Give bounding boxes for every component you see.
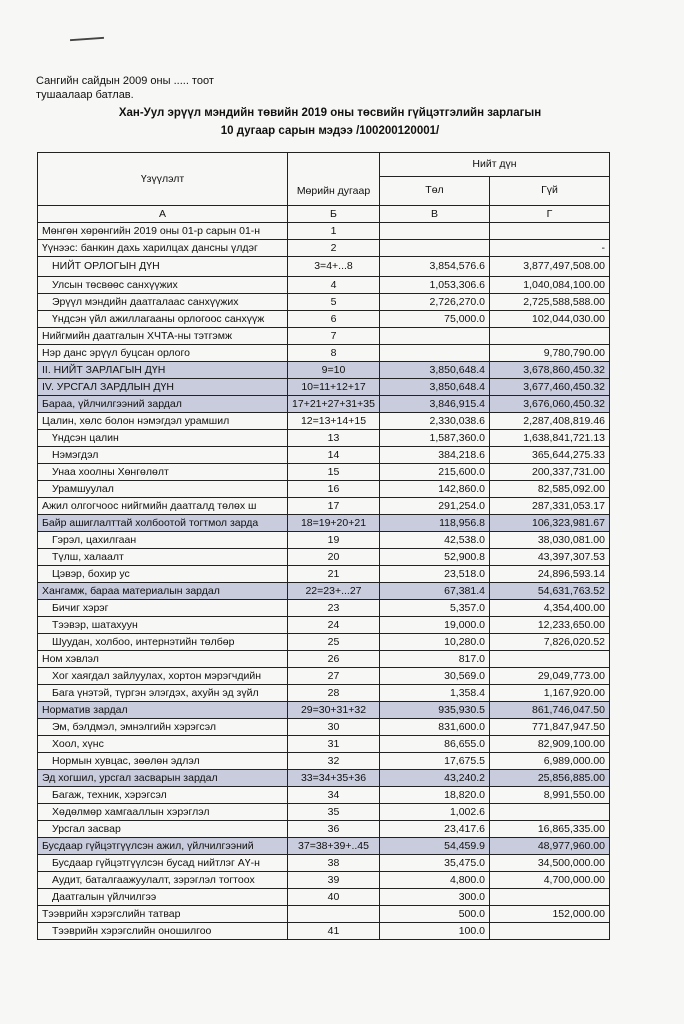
row-actual-value: 861,746,047.50 [490,702,610,719]
row-actual-value: 365,644,275.33 [490,447,610,464]
table-row [38,651,610,668]
table-row [38,821,610,838]
row-name: Хөдөлмөр хамгааллын хэрэглэл [38,804,288,821]
row-actual-value: 3,877,497,508.00 [490,257,610,277]
row-name: Улсын төсвөөс санхүүжих [38,277,288,294]
row-actual-value: 102,044,030.00 [490,311,610,328]
budget-table [37,152,610,940]
row-line-no: 1 [288,223,380,240]
header-letter-a: А [38,206,288,223]
row-line-no: 21 [288,566,380,583]
row-actual-value: 771,847,947.50 [490,719,610,736]
row-actual-value [490,651,610,668]
row-thousand-value: 1,053,306.6 [380,277,490,294]
row-name: Багаж, техник, хэрэгсэл [38,787,288,804]
document-title-line2: 10 дугаар сарын мэдээ /100200120001/ [220,125,440,137]
row-actual-value: 4,354,400.00 [490,600,610,617]
row-line-no: 14 [288,447,380,464]
row-name: Мөнгөн хөрөнгийн 2019 оны 01-р сарын 01-н [38,223,288,240]
row-actual-value: - [490,240,610,257]
row-line-no: 28 [288,685,380,702]
row-actual-value [490,804,610,821]
document-title [70,104,590,140]
row-thousand-value: 831,600.0 [380,719,490,736]
row-line-no: 33=34+35+36 [288,770,380,787]
row-actual-value: 8,991,550.00 [490,787,610,804]
row-actual-value [490,328,610,345]
row-name: Хоол, хүнс [38,736,288,753]
table-row [38,923,610,940]
row-actual-value: 24,896,593.14 [490,566,610,583]
row-name: Урамшуулал [38,481,288,498]
approval-note-line2: тушаалаар батлав. [36,89,134,101]
row-actual-value: 1,638,841,721.13 [490,430,610,447]
table-row [38,345,610,362]
row-name: Гэрэл, цахилгаан [38,532,288,549]
row-actual-value: 287,331,053.17 [490,498,610,515]
row-line-no: 27 [288,668,380,685]
row-actual-value: 2,287,408,819.46 [490,413,610,430]
row-thousand-value: 2,726,270.0 [380,294,490,311]
row-name: Эрүүл мэндийн даатгалаас санхүүжих [38,294,288,311]
row-thousand-value: 30,569.0 [380,668,490,685]
table-row [38,532,610,549]
header-thousand: Төл [380,176,490,205]
table-row [38,311,610,328]
header-total: Нийт дүн [380,153,610,177]
row-thousand-value [380,240,490,257]
row-actual-value [490,223,610,240]
row-line-no: 41 [288,923,380,940]
row-name: Даатгалын үйлчилгээ [38,889,288,906]
row-line-no: 26 [288,651,380,668]
row-thousand-value: 23,518.0 [380,566,490,583]
row-line-no: 3=4+...8 [288,257,380,277]
row-line-no: 16 [288,481,380,498]
table-row [38,617,610,634]
approval-note-line1: Сангийн сайдын 2009 оны ..... тоот [36,75,214,87]
row-thousand-value: 86,655.0 [380,736,490,753]
budget-table-body [38,223,610,940]
row-line-no: 37=38+39+..45 [288,838,380,855]
table-row [38,277,610,294]
table-row [38,362,610,379]
row-line-no: 30 [288,719,380,736]
table-row [38,838,610,855]
table-row [38,566,610,583]
row-thousand-value: 2,330,038.6 [380,413,490,430]
table-row [38,481,610,498]
row-thousand-value: 300.0 [380,889,490,906]
table-row [38,787,610,804]
row-name: Норматив зардал [38,702,288,719]
row-line-no: 15 [288,464,380,481]
row-actual-value: 1,040,084,100.00 [490,277,610,294]
row-line-no: 36 [288,821,380,838]
row-name: Нэмэгдэл [38,447,288,464]
row-thousand-value: 3,846,915.4 [380,396,490,413]
row-name: Унаа хоолны Хөнгөлөлт [38,464,288,481]
row-thousand-value: 75,000.0 [380,311,490,328]
header-actual: Гүй [490,176,610,205]
row-name: Байр ашиглалттай холбоотой тогтмол зарда [38,515,288,532]
row-line-no: 2 [288,240,380,257]
table-row [38,413,610,430]
row-thousand-value: 1,002.6 [380,804,490,821]
row-actual-value [490,889,610,906]
row-actual-value: 200,337,731.00 [490,464,610,481]
header-letter-b: Б [288,206,380,223]
table-row [38,770,610,787]
row-actual-value: 54,631,763.52 [490,583,610,600]
row-line-no: 10=11+12+17 [288,379,380,396]
row-name: Үүнээс: банкин дахь харилцах дансны үлдэг [38,240,288,257]
row-thousand-value: 43,240.2 [380,770,490,787]
row-actual-value: 16,865,335.00 [490,821,610,838]
table-row [38,257,610,277]
row-thousand-value: 52,900.8 [380,549,490,566]
table-row [38,498,610,515]
row-name: Ажил олгогчоос нийгмийн даатгалд төлөх ш [38,498,288,515]
row-thousand-value: 118,956.8 [380,515,490,532]
row-line-no: 38 [288,855,380,872]
row-name: Тээвэр, шатахуун [38,617,288,634]
row-thousand-value: 18,820.0 [380,787,490,804]
row-actual-value: 29,049,773.00 [490,668,610,685]
row-thousand-value: 35,475.0 [380,855,490,872]
row-thousand-value: 3,854,576.6 [380,257,490,277]
row-actual-value: 43,397,307.53 [490,549,610,566]
table-row [38,240,610,257]
row-line-no: 20 [288,549,380,566]
table-row [38,583,610,600]
header-letter-v: В [380,206,490,223]
row-line-no: 40 [288,889,380,906]
table-row [38,889,610,906]
row-line-no: 25 [288,634,380,651]
row-line-no: 31 [288,736,380,753]
row-thousand-value: 4,800.0 [380,872,490,889]
row-thousand-value: 100.0 [380,923,490,940]
header-letter-g: Г [490,206,610,223]
row-name: Тээврийн хэрэгслийн татвар [38,906,288,923]
row-thousand-value: 291,254.0 [380,498,490,515]
row-name: Эд хогшил, урсгал засварын зардал [38,770,288,787]
table-row [38,515,610,532]
table-row [38,634,610,651]
row-line-no: 39 [288,872,380,889]
table-row [38,872,610,889]
row-name: Бичиг хэрэг [38,600,288,617]
table-row [38,549,610,566]
row-thousand-value: 3,850,648.4 [380,362,490,379]
table-row [38,719,610,736]
row-actual-value: 12,233,650.00 [490,617,610,634]
table-row [38,804,610,821]
row-name: Үндсэн үйл ажиллагааны орлогоос санхүүж [38,311,288,328]
row-thousand-value: 42,538.0 [380,532,490,549]
row-actual-value: 6,989,000.00 [490,753,610,770]
row-actual-value: 38,030,081.00 [490,532,610,549]
row-line-no: 19 [288,532,380,549]
row-actual-value: 9,780,790.00 [490,345,610,362]
row-line-no: 34 [288,787,380,804]
row-thousand-value: 142,860.0 [380,481,490,498]
row-name: IV. УРСГАЛ ЗАРДЛЫН ДҮН [38,379,288,396]
row-line-no: 4 [288,277,380,294]
row-name: Нормын хувцас, зөөлөн эдлэл [38,753,288,770]
header-indicator: Үзүүлэлт [38,153,288,206]
row-thousand-value [380,223,490,240]
row-thousand-value: 54,459.9 [380,838,490,855]
row-name: Цэвэр, бохир ус [38,566,288,583]
table-row [38,855,610,872]
row-actual-value: 3,676,060,450.32 [490,396,610,413]
scan-pen-mark [70,37,104,41]
row-name: Бусдаар гүйцэтгүүлсэн бусад нийтлэг АҮ-н [38,855,288,872]
row-line-no: 35 [288,804,380,821]
table-row [38,430,610,447]
row-thousand-value: 500.0 [380,906,490,923]
table-row [38,328,610,345]
table-row [38,379,610,396]
row-name: Хог хаягдал зайлуулах, хортон мэрэгчдийн [38,668,288,685]
row-actual-value: 152,000.00 [490,906,610,923]
row-thousand-value: 23,417.6 [380,821,490,838]
row-thousand-value: 817.0 [380,651,490,668]
row-actual-value: 48,977,960.00 [490,838,610,855]
row-thousand-value: 215,600.0 [380,464,490,481]
row-name: Тээврийн хэрэгслийн оношилгоо [38,923,288,940]
row-actual-value: 2,725,588,588.00 [490,294,610,311]
table-row [38,600,610,617]
row-name: Эм, бэлдмэл, эмнэлгийн хэрэгсэл [38,719,288,736]
row-name: Бага үнэтэй, түргэн элэгдэх, ахуйн эд зүйл [38,685,288,702]
row-line-no: 17+21+27+31+35 [288,396,380,413]
row-line-no: 9=10 [288,362,380,379]
row-thousand-value: 1,358.4 [380,685,490,702]
row-line-no: 12=13+14+15 [288,413,380,430]
row-line-no: 24 [288,617,380,634]
row-thousand-value: 384,218.6 [380,447,490,464]
row-thousand-value: 935,930.5 [380,702,490,719]
row-thousand-value: 19,000.0 [380,617,490,634]
row-actual-value: 7,826,020.52 [490,634,610,651]
row-line-no: 32 [288,753,380,770]
row-name: Аудит, баталгаажуулалт, зэрэглэл тогтоох [38,872,288,889]
row-thousand-value: 10,280.0 [380,634,490,651]
row-name: Нийгмийн даатгалын ХЧТА-ны тэтгэмж [38,328,288,345]
row-actual-value: 4,700,000.00 [490,872,610,889]
row-line-no: 22=23+...27 [288,583,380,600]
row-name: НИЙТ ОРЛОГЫН ДҮН [38,257,288,277]
table-row [38,396,610,413]
table-row [38,668,610,685]
table-row [38,753,610,770]
row-line-no: 23 [288,600,380,617]
row-thousand-value: 1,587,360.0 [380,430,490,447]
row-name: Ном хэвлэл [38,651,288,668]
row-line-no [288,906,380,923]
row-actual-value [490,923,610,940]
row-name: Бусдаар гүйцэтгүүлсэн ажил, үйлчилгээний [38,838,288,855]
row-line-no: 29=30+31+32 [288,702,380,719]
row-name: Түлш, халаалт [38,549,288,566]
row-name: Шуудан, холбоо, интернэтийн төлбөр [38,634,288,651]
row-line-no: 18=19+20+21 [288,515,380,532]
row-actual-value: 3,678,860,450.32 [490,362,610,379]
row-actual-value: 34,500,000.00 [490,855,610,872]
document-title-line1: Хан-Уул эрүүл мэндийн төвийн 2019 оны төсвийн гүйцэтгэлийн зарлагын [118,107,542,119]
table-row [38,223,610,240]
table-row [38,736,610,753]
row-line-no: 7 [288,328,380,345]
row-thousand-value: 3,850,648.4 [380,379,490,396]
table-row [38,906,610,923]
table-row [38,464,610,481]
row-name: II. НИЙТ ЗАРЛАГЫН ДҮН [38,362,288,379]
row-actual-value: 1,167,920.00 [490,685,610,702]
row-actual-value: 3,677,460,450.32 [490,379,610,396]
row-actual-value: 82,909,100.00 [490,736,610,753]
table-row [38,294,610,311]
row-thousand-value [380,345,490,362]
table-row [38,702,610,719]
row-line-no: 13 [288,430,380,447]
row-thousand-value [380,328,490,345]
row-actual-value: 106,323,981.67 [490,515,610,532]
row-thousand-value: 5,357.0 [380,600,490,617]
row-line-no: 17 [288,498,380,515]
approval-note [36,74,214,102]
table-row [38,447,610,464]
row-line-no: 5 [288,294,380,311]
row-name: Бараа, үйлчилгээний зардал [38,396,288,413]
row-line-no: 6 [288,311,380,328]
row-actual-value: 82,585,092.00 [490,481,610,498]
header-line-no: Мөрийн дугаар [288,153,380,206]
table-row [38,685,610,702]
row-name: Үндсэн цалин [38,430,288,447]
row-name: Цалин, хөлс болон нэмэгдэл урамшил [38,413,288,430]
row-name: Нэр данс эрүүл буцсан орлого [38,345,288,362]
row-name: Хангамж, бараа материалын зардал [38,583,288,600]
row-name: Урсгал засвар [38,821,288,838]
row-line-no: 8 [288,345,380,362]
row-thousand-value: 67,381.4 [380,583,490,600]
row-thousand-value: 17,675.5 [380,753,490,770]
row-actual-value: 25,856,885.00 [490,770,610,787]
